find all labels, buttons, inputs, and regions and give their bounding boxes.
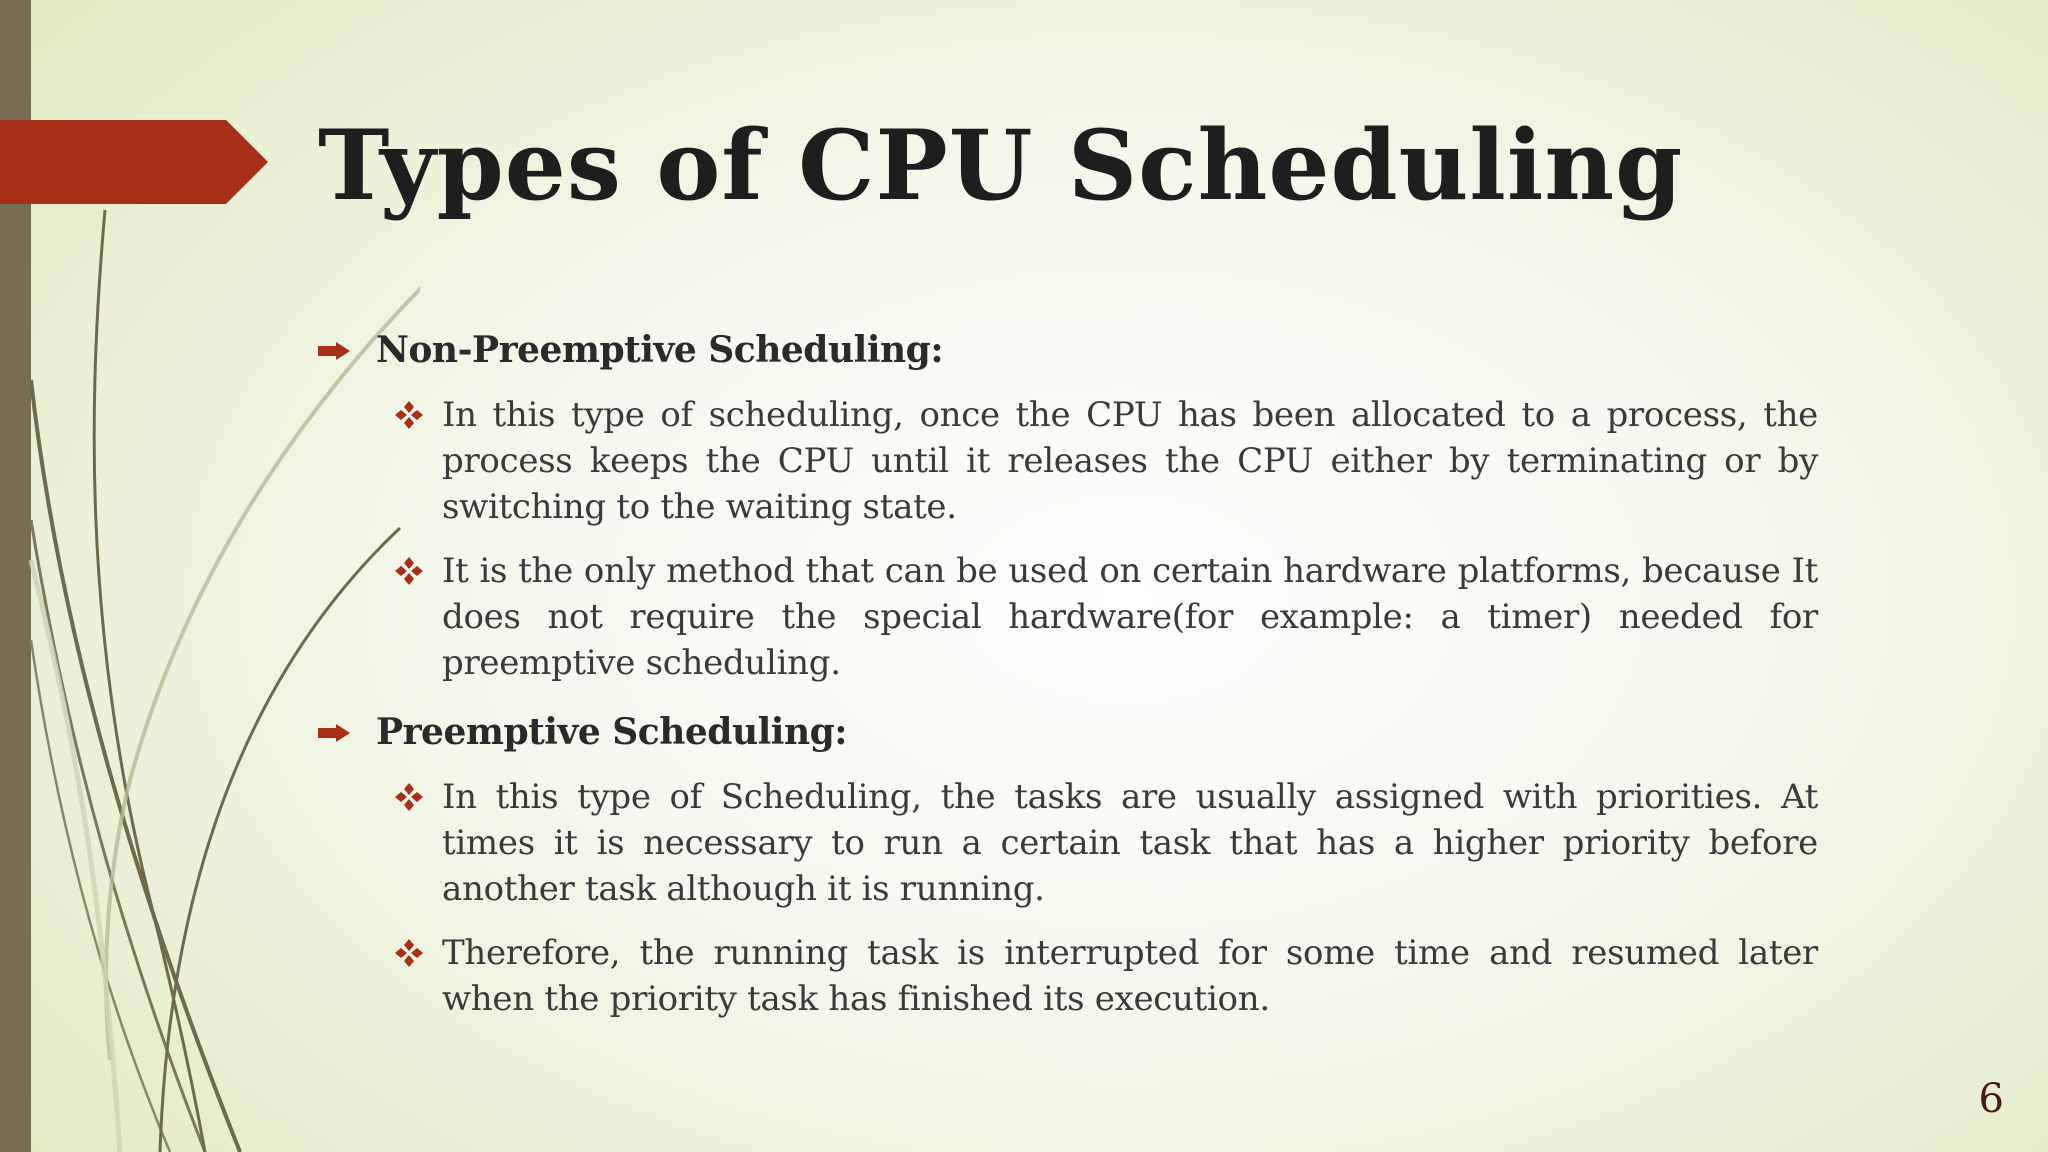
- section-heading-preemptive: [318, 708, 1818, 756]
- arrow-bullet-icon: [318, 724, 350, 742]
- four-diamond-bullet-icon: [394, 556, 424, 586]
- four-diamond-bullet-icon: [394, 400, 424, 430]
- slide-content: [318, 326, 1818, 1040]
- section-heading-non-preemptive: [318, 326, 1818, 374]
- list-item: [442, 930, 1818, 1022]
- arrow-pentagon-icon: [0, 0, 270, 220]
- list-item-text: Therefore, the running task is interrupted for some time and resumed later when the priority task has finished its execution.: [442, 933, 1818, 1019]
- four-diamond-bullet-icon: [394, 782, 424, 812]
- list-item-text: In this type of scheduling, once the CPU has been allocated to a process, the process keeps the CPU until it releases the CPU either by terminating or by switching to the waiting state.: [442, 395, 1818, 527]
- list-item: [442, 774, 1818, 912]
- list-item-text: In this type of Scheduling, the tasks are usually assigned with priorities. At times it is necessary to run a certain task that has a higher priority before another task although it is running.: [442, 777, 1818, 909]
- section-heading-label: Preemptive Scheduling:: [376, 711, 848, 753]
- section-heading-label: Non-Preemptive Scheduling:: [376, 329, 944, 371]
- list-item: [442, 392, 1818, 530]
- list-item: [442, 548, 1818, 686]
- page-number: 6: [1978, 1076, 2004, 1122]
- slide-title: Types of CPU Scheduling: [318, 109, 1684, 222]
- four-diamond-bullet-icon: [394, 938, 424, 968]
- list-item-text: It is the only method that can be used on certain hardware platforms, because It does not require the special hardware(for example: a timer) needed for preemptive scheduling.: [442, 551, 1818, 683]
- arrow-bullet-icon: [318, 342, 350, 360]
